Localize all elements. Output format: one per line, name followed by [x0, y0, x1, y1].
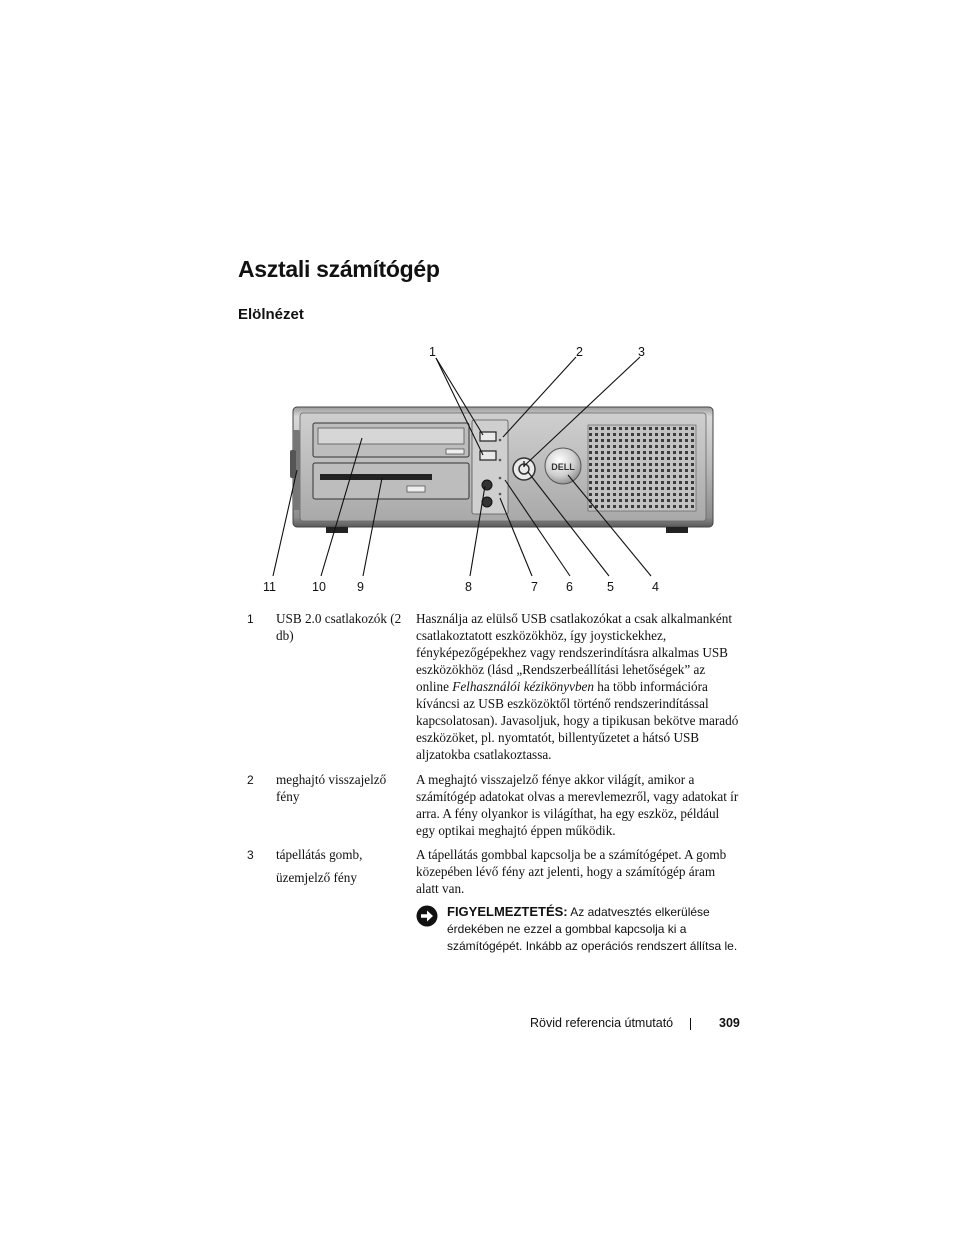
footer-title: Rövid referencia útmutató — [530, 1016, 674, 1030]
item-number: 2 — [247, 773, 254, 787]
svg-text:DELL: DELL — [551, 462, 575, 472]
dell-logo — [545, 448, 581, 484]
warning-text: FIGYELMEZTETÉS: Az adatvesztés elkerülése érdekében ne ezzel a gombbal kapcsolja ki a számítógépét. Inkább az operációs rendszert állítsa le. — [447, 904, 738, 953]
footer-separator — [690, 1018, 691, 1030]
callout-label: 5 — [607, 580, 614, 594]
item-name: meghajtó visszajelző fény — [276, 772, 387, 804]
warning-label: FIGYELMEZTETÉS: — [447, 904, 568, 919]
item-description: A tápellátás gombbal kapcsolja be a számítógépet. A gomb közepében lévő fény azt jelenti, hogy a számítógép áram alatt van. — [416, 847, 727, 896]
item-number: 3 — [247, 848, 254, 862]
callout-label: 2 — [576, 345, 583, 359]
arrow-right-circle-icon — [416, 905, 438, 927]
callout-label: 1 — [429, 345, 436, 359]
callout-label: 4 — [652, 580, 659, 594]
headphone-jack-icon — [482, 480, 492, 490]
item-name: USB 2.0 csatlakozók (2 db) — [276, 611, 402, 643]
page-title: Asztali számítógép — [238, 256, 440, 282]
callout-label: 3 — [638, 345, 645, 359]
optical-drive — [313, 423, 469, 457]
item-description: A meghajtó visszajelző fénye akkor világít, amikor a számítógép adatokat olvas a merevlemezről, vagy adatokat ír arra. A fény olyankor is világíthat, ha egy eszköz, például egy optikai meghajtó éppen működik. — [416, 772, 739, 838]
callout-label: 7 — [531, 580, 538, 594]
item-description: Használja az elülső USB csatlakozókat a csak alkalmanként csatlakoztatott eszközökhöz, így joystickekhez, fényképezőgépekhez vagy rendszerindításra alkalmas USB eszközökhöz (lásd „Rendszerbeállítási lehetőségek” az online Felhasználói kézikönyvben ha több információra kíváncsi az USB eszközöktől történő rendszerindítással kapcsolatosan). Javasoljuk, hogy a tipikusan bekötve maradó eszközöket, pl. nyomtatót, billentyűzetet a hátsó USB aljzatokba csatlakoztassa. — [416, 611, 739, 762]
callout-label: 11 — [263, 580, 276, 594]
callout-label: 9 — [357, 580, 364, 594]
page-number: 309 — [719, 1016, 740, 1030]
ventilation-grille — [588, 425, 696, 511]
callout-label: 10 — [312, 580, 326, 594]
section-title: Elölnézet — [238, 306, 304, 323]
item-name: tápellátás gomb, üzemjelző fény — [276, 847, 363, 885]
callout-label: 6 — [566, 580, 573, 594]
callout-label: 8 — [465, 580, 472, 594]
floppy-drive — [313, 463, 469, 499]
io-panel — [472, 420, 508, 514]
usb-port-icon — [480, 451, 496, 460]
item-number: 1 — [247, 612, 254, 626]
microphone-jack-icon — [482, 497, 492, 507]
